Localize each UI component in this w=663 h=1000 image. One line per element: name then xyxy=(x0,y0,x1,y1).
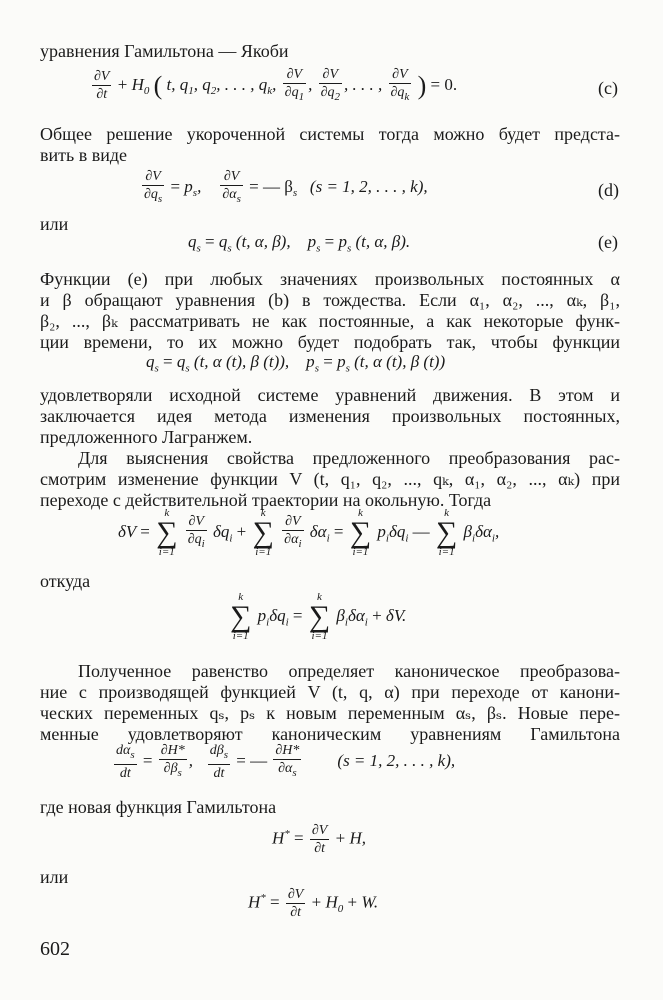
equation-e-label: (e) xyxy=(598,232,618,252)
heading: уравнения Гамильтона — Якоби xyxy=(40,41,289,61)
paragraph-4-line-2: смотрим изменение функции V (t, q₁, q₂, ..., qₖ, α₁, α₂, ..., αₖ) при xyxy=(40,469,620,489)
equation-c: $\frac{\partial V}{\partial t}$ + $H_0$ ( t, $q_1$, $q_2$, . . . , $q_k$, $\frac{\partial V}{\partial q_1}$ , $\frac{\partial V}{\partial q_2}$ , . . . , $\frac{\partial V}{\partial q_k}$ ) = 0. xyxy=(94,67,458,103)
equation-new-hamiltonian: H* = $\frac{\partial V}{\partial t}$ + H, xyxy=(272,823,366,856)
page-number: 602 xyxy=(40,938,70,960)
paragraph-2-line-4: ции времени, то их можно будет подобрать так, чтобы функции xyxy=(40,332,620,352)
paragraph-5-line-4: менные удовлетворяют каноническим уравнениям Гамильтона xyxy=(40,724,620,744)
paragraph-2-line-1: Функции (e) при любых значениях произвольных постоянных α xyxy=(40,269,620,289)
paragraph-3-line-2: заключается идея метода изменения произвольных постоянных, xyxy=(40,406,620,426)
equation-d-condition: (s = 1, 2, . . . , k), xyxy=(309,176,428,196)
paragraph-6: где новая функция Гамильтона xyxy=(40,797,277,817)
equation-hamilton: $\frac{d\alpha_s}{dt}$ = $\frac{\partial H*}{\partial\beta_s}$ , $\frac{d\beta_s}{dt}$ = — $\frac{\partial H*}{\partial\alpha_s}$ (s = 1, 2, . . . , k), xyxy=(116,743,456,781)
paragraph-3-line-3: предложенного Лагранжем. xyxy=(40,427,253,447)
paragraph-1-line-2: вить в виде xyxy=(40,145,127,165)
paragraph-4-line-3: переходе с действительной траектории на окольную. Тогда xyxy=(40,490,492,510)
paragraph-3-line-1: удовлетворяли исходной системе уравнений движения. В этом и xyxy=(40,385,620,405)
paragraph-1-line-1: Общее решение укороченной системы тогда можно будет предста- xyxy=(40,124,620,144)
equation-d: $\frac{\partial V}{\partial q_s}$ = $p_s$, $\frac{\partial V}{\partial\alpha_s}$ = — $\beta_s$ (s = 1, 2, . . . , k), xyxy=(144,169,428,205)
word-or-1: или xyxy=(40,214,69,234)
paragraph-4-line-1: Для выяснения свойства предложенного преобразования рас- xyxy=(78,448,620,468)
paragraph-5-line-2: ние с производящей функцией V (t, q, α) при переходе от канони- xyxy=(40,682,620,702)
equation-hamilton-condition: (s = 1, 2, . . . , k), xyxy=(337,750,456,770)
paragraph-2-line-2: и β обращают уравнения (b) в тождества. Если α₁, α₂, ..., αₖ, β₁, xyxy=(40,290,620,310)
equation-e: $q_s = q_s$ (t, α, β), $p_s = p_s$ (t, α, β). xyxy=(188,232,411,255)
equation-time-dependent: $q_s = q_s$ (t, α (t), β (t)), $p_s = p_s$ (t, α (t), β (t)) xyxy=(146,352,446,375)
equation-d-label: (d) xyxy=(598,180,619,200)
equation-generating: k ∑ i=1 $p_i\delta q_i$ = k ∑ i=1 $\beta_i\delta\alpha_i + \delta V$. xyxy=(230,591,407,642)
word-whence: откуда xyxy=(40,571,91,591)
paragraph-5-line-1: Полученное равенство определяет каноническое преобразова- xyxy=(78,661,620,681)
paragraph-2-line-3: β₂, ..., βₖ рассматривать не как постоянные, а как некоторые функ- xyxy=(40,311,620,331)
equation-delta-v: δV = k ∑ i=1 $\frac{\partial V}{\partial q_i}$ $\delta q_i$ + k ∑ i=1 $\frac{\partial V}{\partial\alpha_i}$ $\delta\alpha_i$ = k ∑ i=1 $p_i\delta q_i$ — k ∑ i=1 $\beta_i\delta\alpha_i$, xyxy=(118,507,500,558)
word-or-2: или xyxy=(40,867,69,887)
equation-new-hamiltonian-expanded: H* = $\frac{\partial V}{\partial t}$ + $H_0 + W$. xyxy=(248,887,379,920)
paragraph-5-line-3: ческих переменных qₛ, pₛ к новым переменным αₛ, βₛ. Новые пере- xyxy=(40,703,620,723)
equation-c-label: (c) xyxy=(598,78,618,98)
